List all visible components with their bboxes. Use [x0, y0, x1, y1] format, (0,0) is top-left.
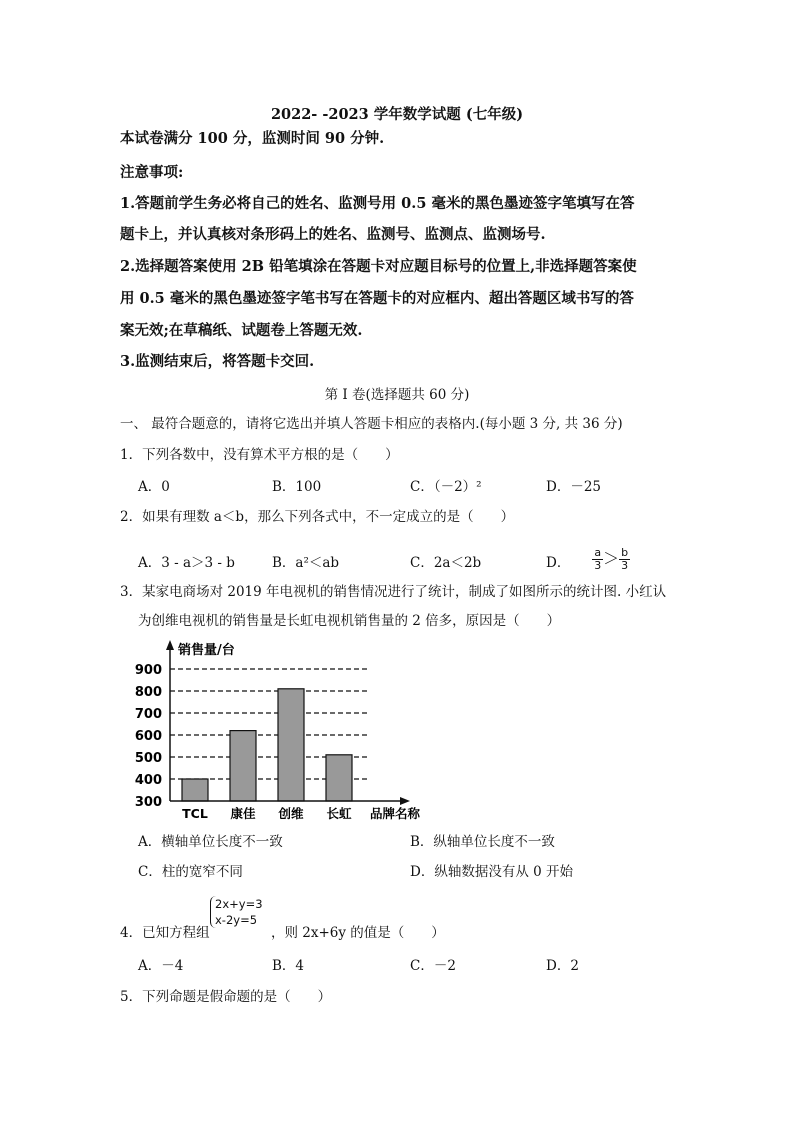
- fraction-denominator: 3: [621, 558, 629, 572]
- q3-stem-line2: 为创维电视机的销售量是长虹电视机销售量的 2 倍多，原因是（ ）: [138, 613, 561, 629]
- x-axis-arrow: [400, 797, 410, 805]
- y-tick-label: 600: [134, 729, 162, 744]
- bar-1: [230, 731, 256, 801]
- section-instruction: 一、 最符合题意的，请将它选出并填人答题卡相应的表格内.(每小题 3 分, 共 36 分): [120, 416, 623, 432]
- q3-option-a: A．横轴单位长度不一致: [138, 834, 283, 850]
- fraction-numerator: b: [621, 545, 629, 559]
- x-tick-label: 长虹: [326, 806, 352, 821]
- bar-0: [182, 779, 208, 801]
- q2-fraction-b-over-3: [619, 547, 630, 572]
- greater-than-sign: ＞: [603, 549, 620, 568]
- x-axis-label: 品牌名称: [370, 806, 421, 821]
- q3-option-b: B．纵轴单位长度不一致: [410, 834, 555, 850]
- note-1a: 1.答题前学生务必将自己的姓名、监测号用 0.5 毫米的黑色墨迹签字笔填写在答: [120, 195, 635, 212]
- q1-option-c: C．（－2）²: [410, 479, 482, 495]
- bar-2: [278, 689, 304, 801]
- y-tick-label: 500: [134, 751, 162, 766]
- q2-option-a: A．3 - a＞3 - b: [138, 555, 235, 571]
- intro-line: 本试卷满分 100 分，监测时间 90 分钟.: [120, 130, 385, 147]
- q4-option-d: D．2: [546, 958, 579, 974]
- q4-equation-system: [210, 896, 263, 928]
- chart-y-ticks: [135, 663, 162, 810]
- q4-option-a: A．－4: [138, 958, 184, 974]
- q1-stem: 1．下列各数中，没有算术平方根的是（ ）: [120, 447, 399, 463]
- q4-stem-prefix: 4．已知方程组: [120, 925, 210, 941]
- q3-stem-line1: 3．某家电商场对 2019 年电视机的销售情况进行了统计，制成了如图所示的统计图. 小红认: [120, 584, 667, 600]
- y-tick-label: 400: [134, 773, 162, 788]
- q1-option-d: D．－25: [546, 479, 602, 495]
- notes-heading: 注意事项:: [120, 164, 184, 181]
- q2-option-d-label: D．: [546, 555, 571, 571]
- x-tick-label: 康佳: [230, 806, 256, 821]
- y-tick-label: 800: [134, 685, 162, 700]
- fraction-denominator: 3: [594, 558, 602, 572]
- q1-option-b: B．100: [272, 479, 322, 495]
- y-axis-arrow: [166, 640, 174, 650]
- chart-x-ticks: [182, 806, 352, 821]
- note-2b: 用 0.5 毫米的黑色墨迹签字笔书写在答题卡的对应框内、超出答题区域书写的答: [120, 290, 634, 307]
- note-2c: 案无效;在草稿纸、试题卷上答题无效.: [120, 322, 363, 339]
- fraction-numerator: a: [594, 545, 602, 559]
- q2-fraction-a-over-3: [592, 547, 603, 572]
- q2-option-b: B．a²＜ab: [272, 555, 340, 571]
- note-1b: 题卡上，并认真核对条形码上的姓名、监测号、监测点、监测场号.: [120, 226, 546, 243]
- exam-title: 2022- -2023 学年数学试题 (七年级): [270, 106, 524, 123]
- note-2a: 2.选择题答案使用 2B 铅笔填涂在答题卡对应题目标号的位置上,非选择题答案使: [120, 258, 637, 275]
- q3-option-c: C．柱的宽窄不同: [138, 864, 243, 880]
- bar-3: [326, 755, 352, 801]
- q3-option-d: D．纵轴数据没有从 0 开始: [410, 864, 573, 880]
- note-3: 3.监测结束后，将答题卡交回.: [120, 353, 315, 370]
- q2-option-c: C．2a＜2b: [410, 555, 482, 571]
- sales-bar-chart: [130, 636, 440, 826]
- section-subtitle: 第 I 卷(选择题共 60 分): [324, 387, 470, 403]
- x-tick-label: 创维: [278, 806, 304, 821]
- y-axis-label: 销售量/台: [178, 643, 235, 658]
- x-tick-label: TCL: [182, 806, 208, 821]
- q4-option-c: C．－2: [410, 958, 456, 974]
- q4-stem-suffix: ，则 2x+6y 的值是（ ）: [271, 925, 445, 941]
- q2-option-d: [546, 545, 630, 573]
- q4-equation-2: x-2y=5: [215, 913, 258, 927]
- q5-stem: 5．下列命题是假命题的是（ ）: [120, 989, 332, 1005]
- y-tick-label: 700: [134, 707, 162, 722]
- q4-option-b: B．4: [272, 958, 305, 974]
- q2-stem: 2．如果有理数 a＜b，那么下列各式中，不一定成立的是（ ）: [120, 509, 515, 525]
- q4-equation-1: 2x+y=3: [215, 897, 263, 911]
- chart-bars: [182, 689, 352, 801]
- y-tick-label: 900: [134, 663, 162, 678]
- y-tick-label: 300: [134, 795, 162, 810]
- q1-option-a: A．0: [138, 479, 170, 495]
